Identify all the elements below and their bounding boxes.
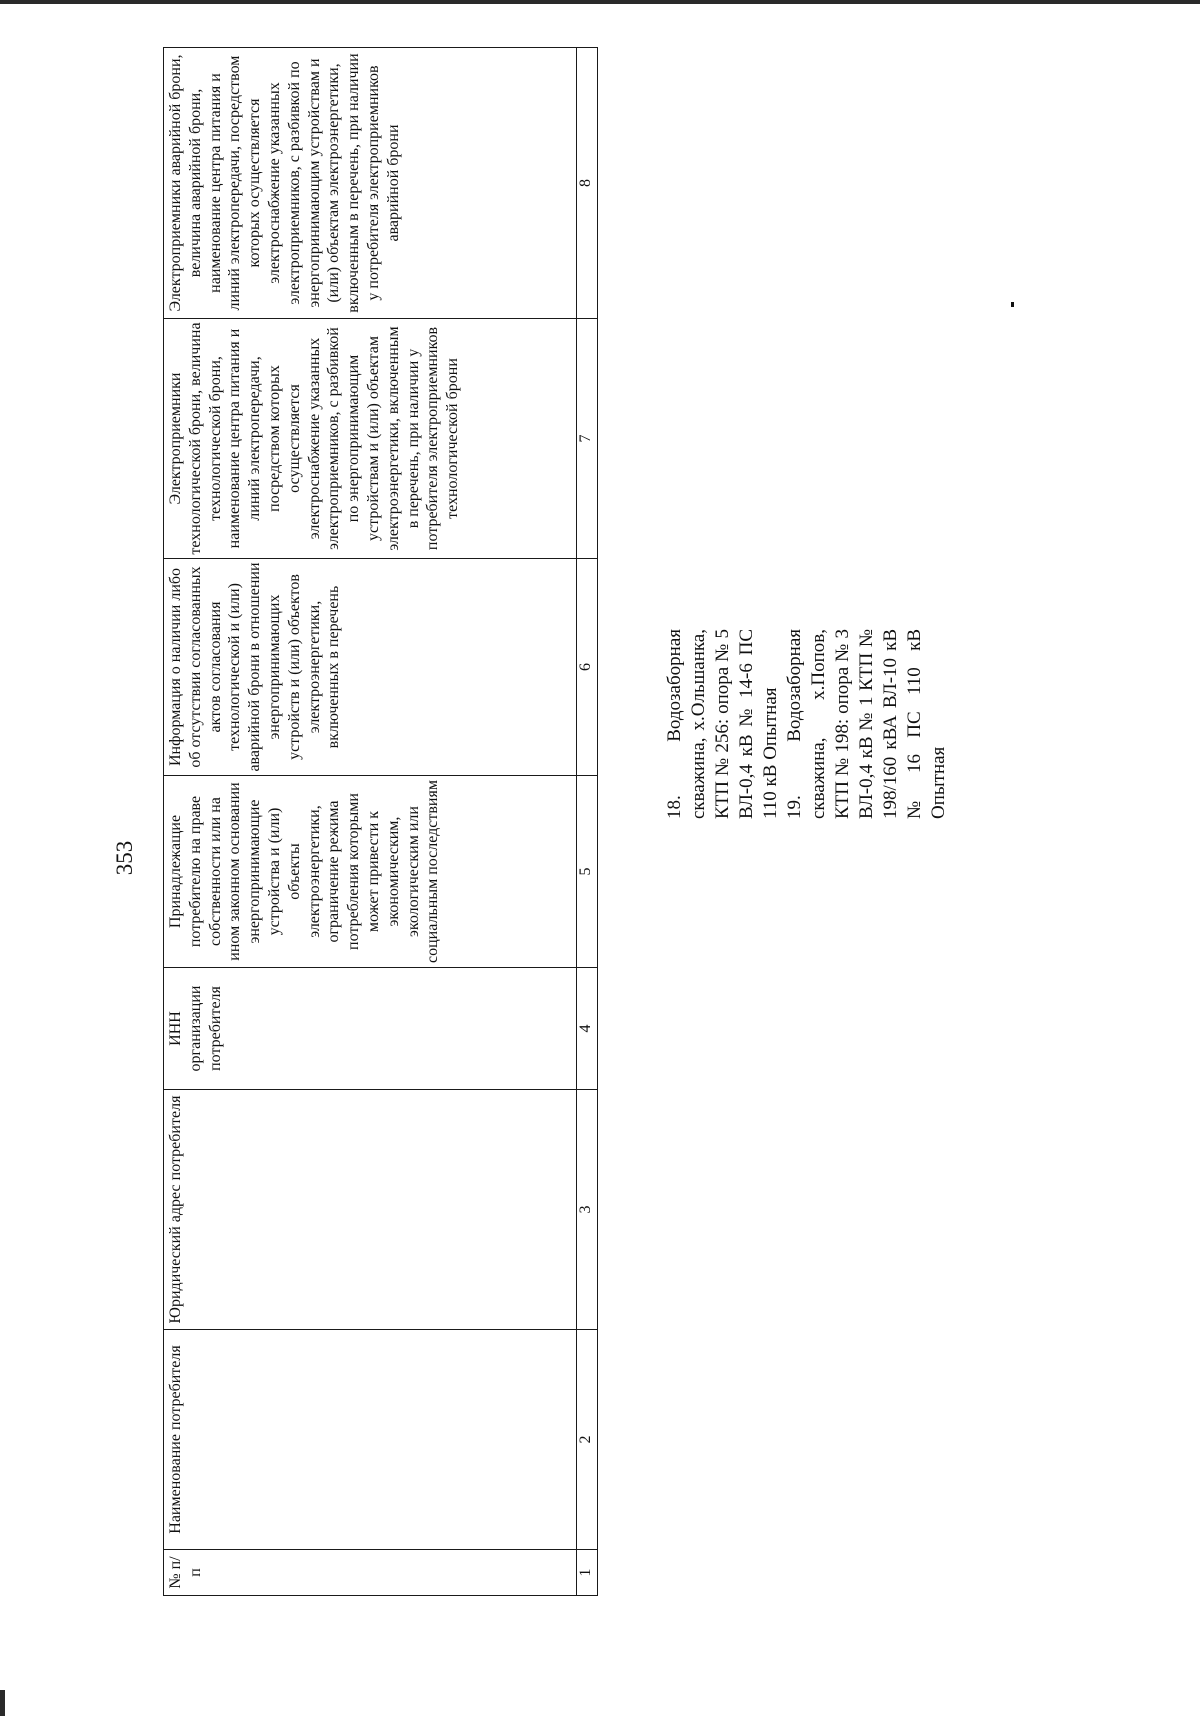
column-number: 5 <box>577 776 598 968</box>
column-number: 6 <box>577 559 598 776</box>
entry-item-18: 18. Водозаборная скважина, х.Ольшанка, КТП № 256: опора № 5 ВЛ-0,4 кВ № 14-6 ПС 110 кВ Опытная <box>664 629 781 819</box>
column-number: 3 <box>577 1090 598 1330</box>
scan-top-edge <box>0 0 1200 4</box>
header-emergency-reserve: Электроприемники аварийной брони, величина аварийной брони, наименование центра питания и линий электропередачи, посредством которых осуществляется электроснабжение указанных электроприемников, с разбивкой по энергопринимающим устройствам и (или) объектам электроэнергетики, включенным в перечень, при наличии у потребителя электроприемников аварийной брони <box>164 48 577 319</box>
header-reservation-acts: Информация о наличии либо об отсутствии согласованных актов согласования технологической и (или) аварийной брони в отношении энергопринимающих устройств и (или) объектов электроэнергетики, включенных в перечень <box>164 559 577 776</box>
column-number: 2 <box>577 1330 598 1550</box>
header-power-devices: Принадлежащие потребителю на праве собственности или на ином законном основании энергопринимающие устройства и (или) объекты электроэнергетики, ограничение режима потребления которыми может привести к экономическим, экологическим или социальным последствиям <box>164 776 577 968</box>
entries-block <box>663 48 949 1596</box>
header-inn: ИНН организации потребителя <box>164 968 577 1090</box>
table-header-row <box>164 48 577 1596</box>
column-number: 4 <box>577 968 598 1090</box>
scan-speck <box>1011 302 1014 307</box>
column-number: 7 <box>577 319 598 559</box>
header-legal-address: Юридический адрес потребителя <box>164 1090 577 1330</box>
column-number-row <box>577 48 598 1596</box>
header-number: № п/п <box>164 1550 577 1596</box>
rotated-page-content <box>163 48 949 1596</box>
header-consumer-name: Наименование потребителя <box>164 1330 577 1550</box>
entry-item-19: 19. Водозаборная скважина, х.Попов, КТП № 198: опора № 3 ВЛ-0,4 кВ № 1 КТП № 198/160 кВА ВЛ-10 кВ № 16 ПС 110 кВ Опытная <box>784 629 949 819</box>
scan-left-edge <box>0 1690 5 1716</box>
column-number: 1 <box>577 1550 598 1596</box>
page-number: 353 <box>112 840 137 876</box>
consumers-table <box>163 47 598 1596</box>
header-technological-reserve: Электроприемники технологической брони, величина технологической брони, наименование центра питания и линий электропередачи, посредством которых осуществляется электроснабжение указанных электроприемников, с разбивкой по энергопринимающим устройствам и (или) объектам электроэнергетики, включенным в перечень, при наличии у потребителя электроприемников технологической брони <box>164 319 577 559</box>
column-number: 8 <box>577 48 598 319</box>
